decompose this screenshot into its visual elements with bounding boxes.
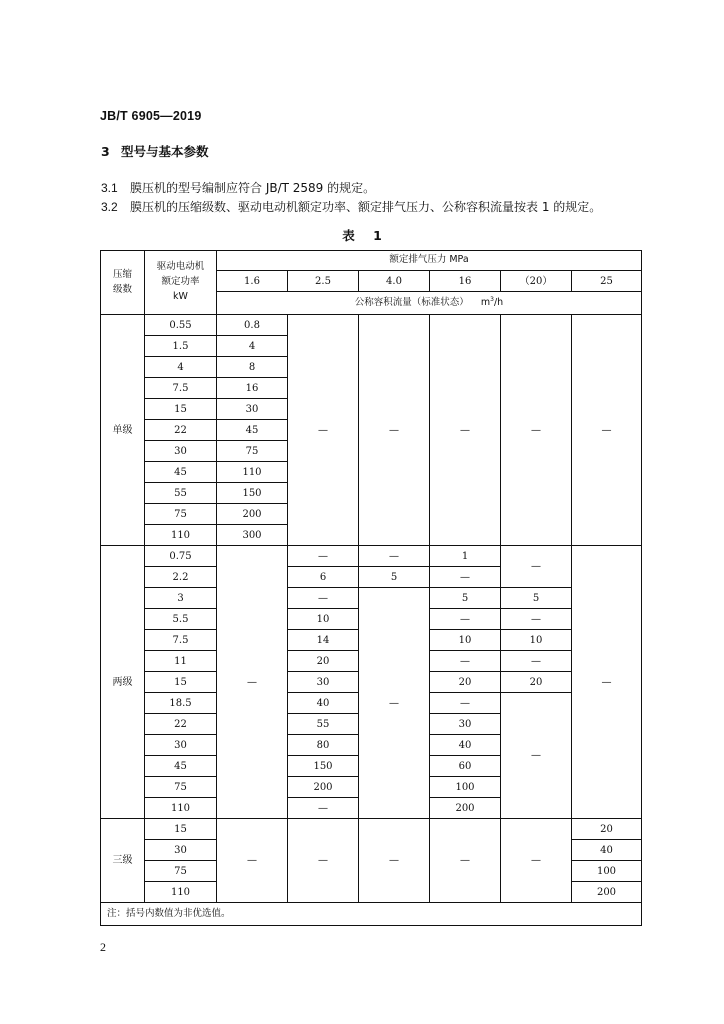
stage-label-single: 单级 [101,315,145,546]
flow-cell: — [430,693,501,714]
flow-cell: — [501,609,572,630]
flow-cell: 150 [288,756,359,777]
power-cell: 4 [145,357,217,378]
power-cell: 30 [145,840,217,861]
power-cell: 0.75 [145,546,217,567]
flow-cell: 30 [217,399,288,420]
flow-cell: 0.8 [217,315,288,336]
flow-cell: — [501,693,572,819]
pressure-group-header: 额定排气压力 MPa [217,251,642,271]
flow-cell: 20 [572,819,642,840]
flow-cell: — [217,819,288,903]
stage-label-two: 两级 [101,546,145,819]
flow-cell: — [217,546,288,819]
flow-cell: 200 [288,777,359,798]
pressure-header: 2.5 [288,271,359,292]
section-title-text: 型号与基本参数 [121,144,209,159]
flow-cell: 80 [288,735,359,756]
power-cell: 2.2 [145,567,217,588]
flow-cell: 5 [430,588,501,609]
flow-cell: 40 [288,693,359,714]
power-cell: 11 [145,651,217,672]
flow-cell: — [288,819,359,903]
flow-cell: 110 [217,462,288,483]
flow-cell: 6 [288,567,359,588]
power-cell: 22 [145,714,217,735]
flow-cell: — [430,609,501,630]
clause-text: 膜压机的压缩级数、驱动电动机额定功率、额定排气压力、公称容积流量按表 1 的规定。 [130,200,602,214]
pressure-header: 16 [430,271,501,292]
power-cell: 30 [145,735,217,756]
power-cell: 22 [145,420,217,441]
page-number: 2 [100,940,106,954]
power-cell: 15 [145,819,217,840]
flow-cell: — [359,546,430,567]
flow-cell: 8 [217,357,288,378]
flow-cell: — [430,819,501,903]
flow-cell: 16 [217,378,288,399]
power-cell: 3 [145,588,217,609]
power-header: 驱动电动机 额定功率 kW [145,251,217,315]
pressure-header: 1.6 [217,271,288,292]
parameter-table [100,250,642,926]
power-cell: 15 [145,672,217,693]
flow-cell: 5 [501,588,572,609]
flow-cell: 20 [288,651,359,672]
flow-cell: 10 [430,630,501,651]
flow-cell: 1 [430,546,501,567]
clause-3-2 [101,198,601,215]
flow-cell: 10 [288,609,359,630]
power-cell: 55 [145,483,217,504]
pressure-header: （20） [501,271,572,292]
flow-cell: — [501,819,572,903]
power-cell: 110 [145,882,217,903]
flow-cell: — [572,315,642,546]
flow-cell: — [359,315,430,546]
flow-header: 公称容积流量（标准状态） $m^3/h$ [217,292,642,315]
power-cell: 75 [145,777,217,798]
power-cell: 7.5 [145,630,217,651]
flow-cell: — [501,651,572,672]
power-cell: 5.5 [145,609,217,630]
stage-header: 压缩 级数 [101,251,145,315]
flow-cell: 200 [572,882,642,903]
flow-cell: 4 [217,336,288,357]
section-number: 3 [101,144,110,159]
power-cell: 110 [145,525,217,546]
flow-cell: 150 [217,483,288,504]
flow-cell: 20 [501,672,572,693]
flow-cell: — [359,588,430,819]
flow-cell: 40 [430,735,501,756]
flow-cell: — [288,798,359,819]
flow-cell: 75 [217,441,288,462]
power-cell: 0.55 [145,315,217,336]
flow-cell: 30 [288,672,359,693]
power-cell: 7.5 [145,378,217,399]
flow-cell: 200 [430,798,501,819]
clause-text: 膜压机的型号编制应符合 JB/T 2589 的规定。 [130,181,376,195]
flow-cell: — [288,546,359,567]
flow-cell: — [501,315,572,546]
clause-number: 3.1 [101,181,118,195]
flow-cell: 60 [430,756,501,777]
flow-cell: 100 [572,861,642,882]
flow-cell: 14 [288,630,359,651]
flow-cell: 45 [217,420,288,441]
power-cell: 75 [145,504,217,525]
flow-cell: — [430,651,501,672]
document-code: JB/T 6905—2019 [100,109,202,123]
flow-cell: 55 [288,714,359,735]
flow-cell: 300 [217,525,288,546]
flow-cell: — [430,567,501,588]
clause-number: 3.2 [101,200,118,214]
flow-cell: 40 [572,840,642,861]
flow-cell: 20 [430,672,501,693]
pressure-header: 25 [572,271,642,292]
flow-cell: 100 [430,777,501,798]
flow-cell: — [572,546,642,819]
power-cell: 45 [145,462,217,483]
flow-cell: — [288,315,359,546]
flow-cell: 10 [501,630,572,651]
power-cell: 45 [145,756,217,777]
flow-cell: — [359,819,430,903]
flow-cell: — [288,588,359,609]
power-cell: 1.5 [145,336,217,357]
section-heading [101,142,209,160]
clause-3-1 [101,179,375,196]
table-title: 表 1 [342,228,382,243]
power-cell: 110 [145,798,217,819]
flow-cell: 5 [359,567,430,588]
flow-cell: — [430,315,501,546]
power-cell: 30 [145,441,217,462]
flow-cell: 200 [217,504,288,525]
flow-cell: — [501,546,572,588]
pressure-header: 4.0 [359,271,430,292]
power-cell: 15 [145,399,217,420]
stage-label-three: 三级 [101,819,145,903]
power-cell: 18.5 [145,693,217,714]
table-note: 注：括号内数值为非优选值。 [101,903,642,926]
flow-cell: 30 [430,714,501,735]
power-cell: 75 [145,861,217,882]
